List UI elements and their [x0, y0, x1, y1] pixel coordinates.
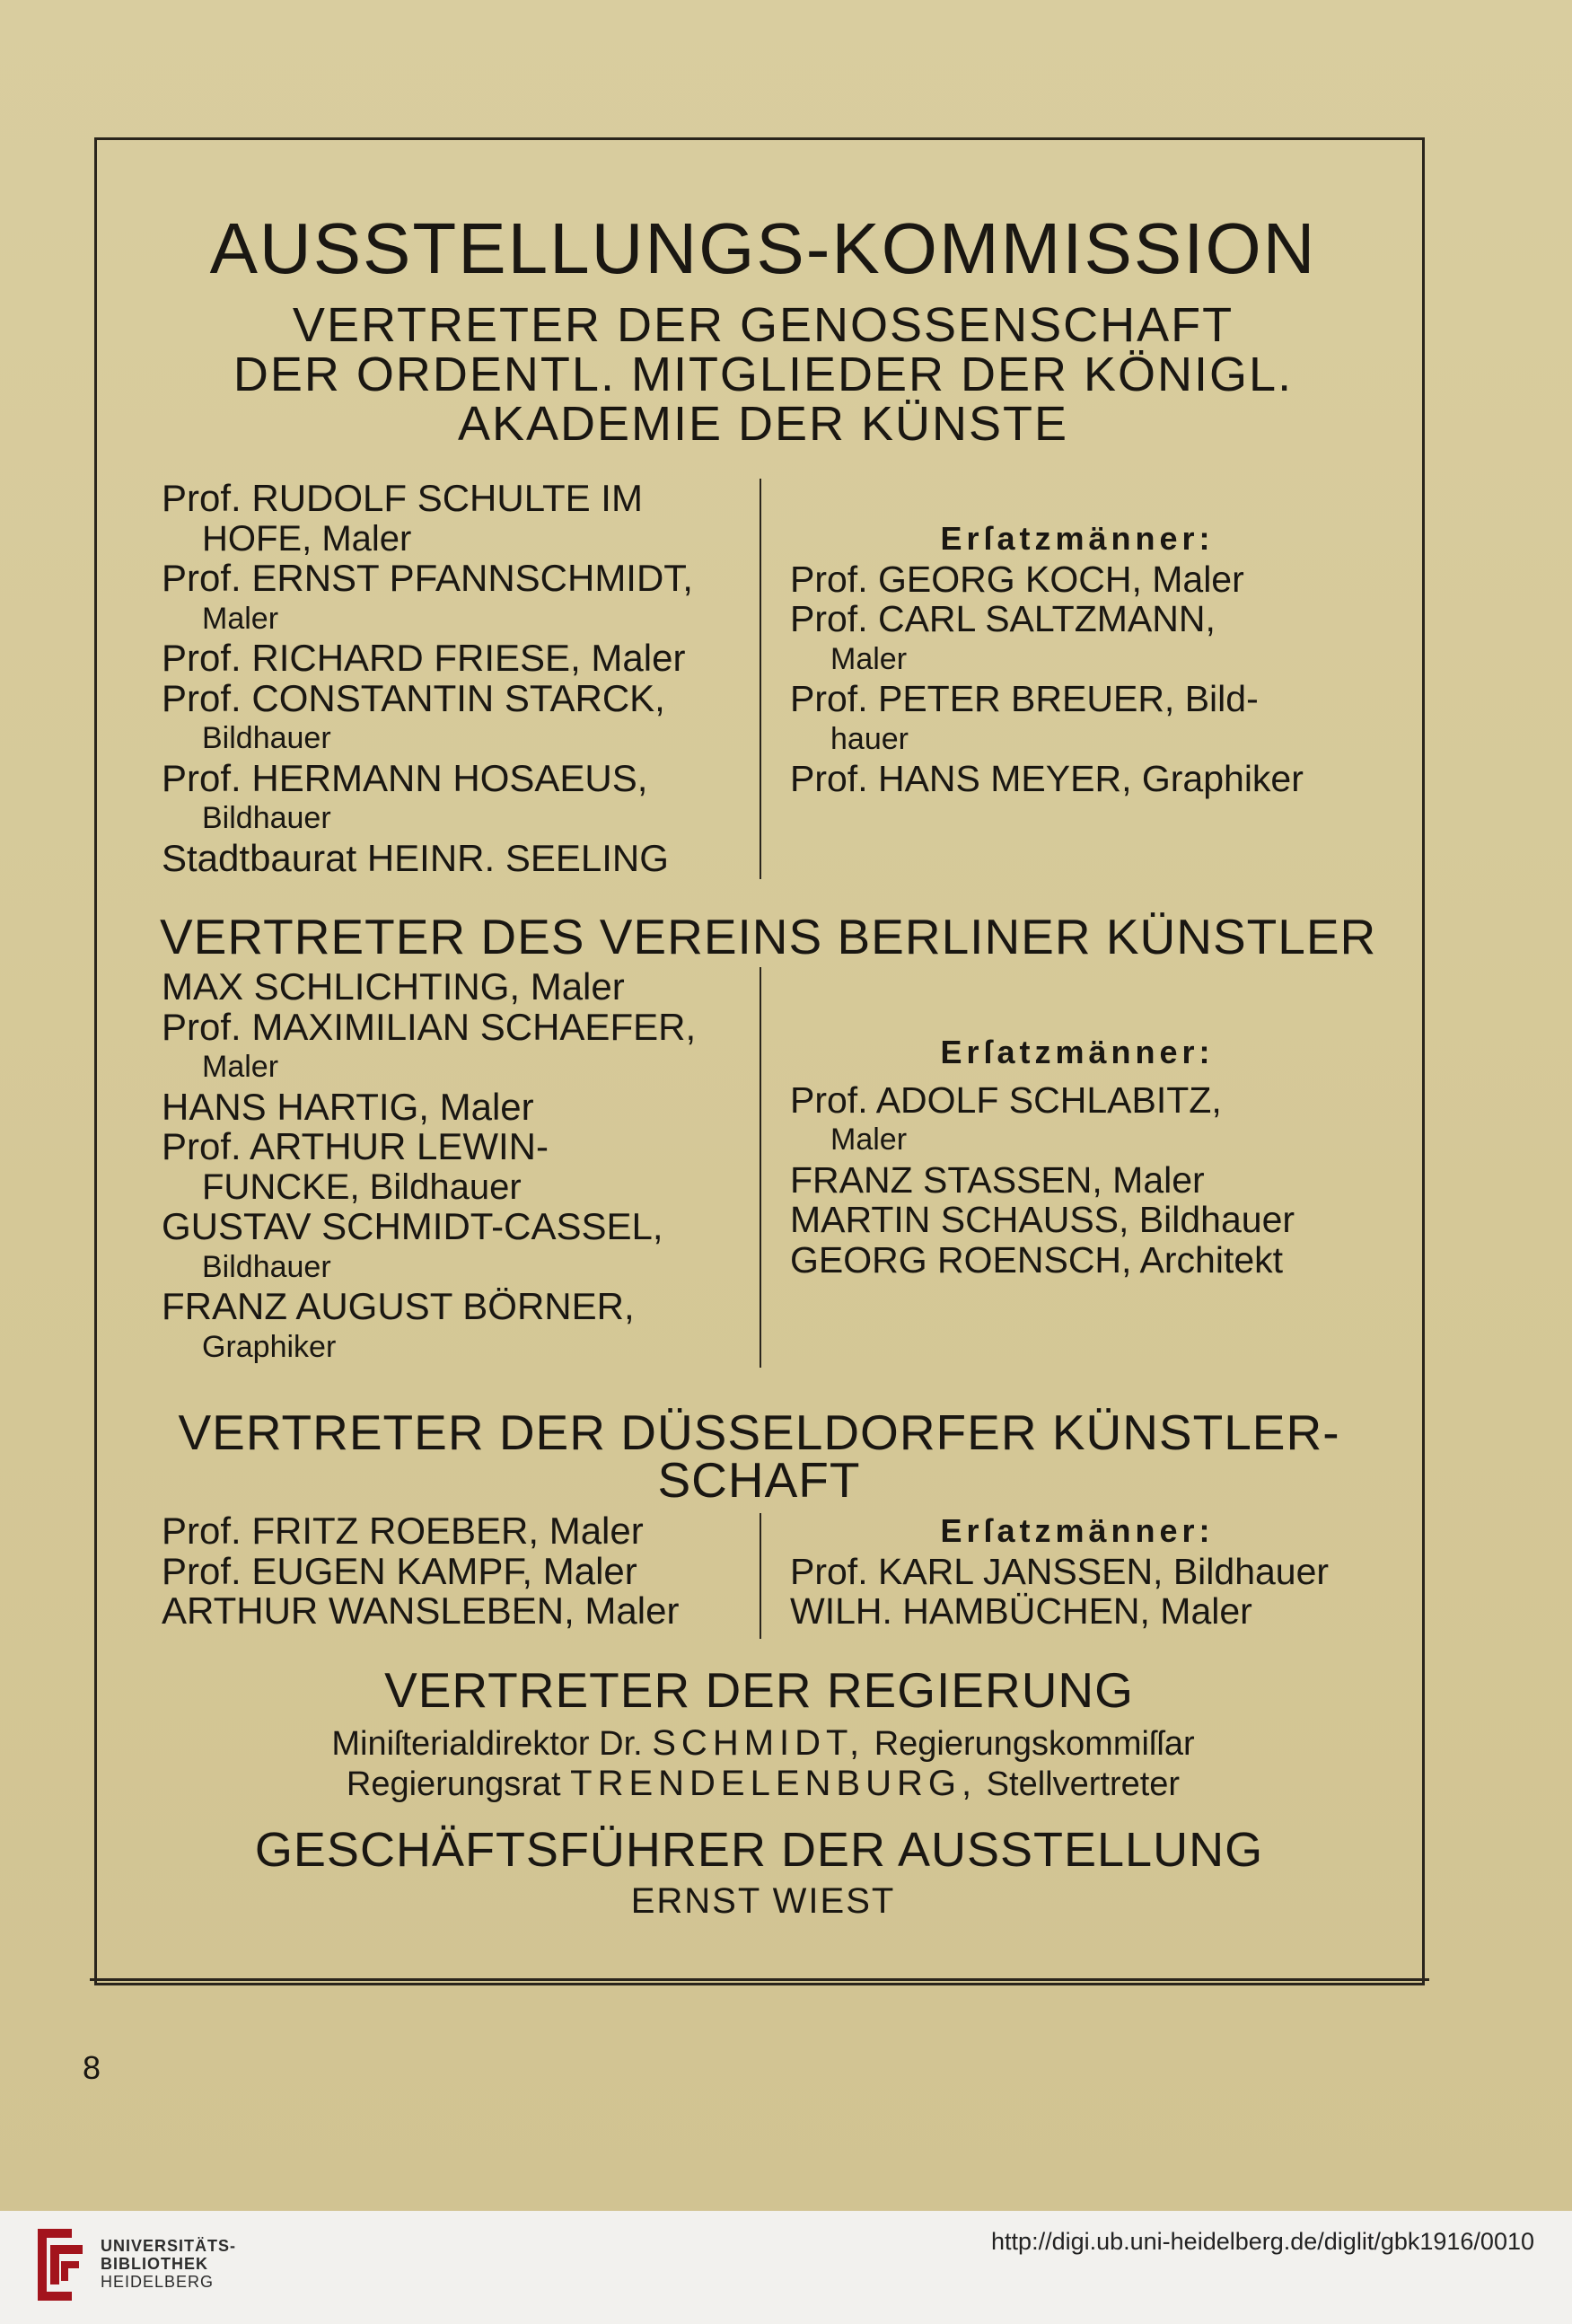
managing-director-name: ERNST WIEST: [630, 1881, 896, 1921]
section2-left-column: [162, 967, 696, 1367]
member-line: Prof. ADOLF SCHLABITZ,: [790, 1078, 1222, 1121]
member-line: Maler: [830, 1122, 908, 1157]
member-line: Prof. KARL JANSSEN, Bildhauer: [790, 1550, 1330, 1592]
section3-column-divider: [760, 1513, 761, 1639]
government-line-1: [135, 1723, 1392, 1765]
member-line: GEORG ROENSCH, Architekt: [790, 1238, 1284, 1281]
section1-column-divider: [760, 479, 761, 879]
member-line: FUNCKE, Bildhauer: [202, 1166, 522, 1207]
gov-role: Stellvertreter: [986, 1765, 1181, 1803]
library-logo-icon: [34, 2225, 86, 2304]
member-line: Prof. ERNST PFANNSCHMIDT,: [162, 557, 693, 599]
member-line: ARTHUR WANSLEBEN, Maler: [162, 1589, 680, 1632]
logo-line: UNIVERSITÄTS-: [101, 2237, 237, 2255]
member-line: Prof. RUDOLF SCHULTE IM: [162, 477, 643, 519]
member-line: MARTIN SCHAUSS, Bildhauer: [790, 1199, 1295, 1240]
member-line: Prof. ARTHUR LEWIN-: [162, 1125, 549, 1167]
member-line: Prof. PETER BREUER, Bild-: [790, 678, 1259, 719]
section4-heading: VERTRETER DER REGIERUNG: [384, 1662, 1134, 1718]
member-line: Prof. HANS MEYER, Graphiker: [790, 758, 1304, 799]
section5-heading: GESCHÄFTSFÜHRER DER AUSSTELLUNG: [254, 1823, 1264, 1877]
section1-heading-line-2: DER ORDENTL. MITGLIEDER DER KÖNIGL.: [233, 348, 1294, 401]
substitutes-heading: Erſatzmänner:: [940, 520, 1215, 557]
logo-line: BIBLIOTHEK: [101, 2255, 208, 2273]
member-line: Maler: [202, 1050, 279, 1084]
member-line: Prof. CARL SALTZMANN,: [790, 598, 1216, 639]
main-title: AUSSTELLUNGS-KOMMISSION: [209, 208, 1317, 288]
member-line: Prof. RICHARD FRIESE, Maler: [162, 637, 686, 679]
library-logo-text: [101, 2237, 236, 2291]
gov-name: TRENDELENBURG,: [570, 1764, 978, 1803]
page-border-bottom-rule: [90, 1978, 1429, 1981]
source-url-link[interactable]: http://digi.ub.uni-heidelberg.de/diglit/gbk1916/0010: [991, 2228, 1534, 2255]
substitutes-heading: Erſatzmänner:: [940, 1034, 1215, 1070]
member-line: Maler: [202, 601, 279, 636]
member-line: HANS HARTIG, Maler: [162, 1085, 534, 1128]
member-line: Bildhauer: [202, 721, 331, 755]
gov-title: Regierungsrat: [346, 1765, 561, 1803]
section2-heading: VERTRETER DES VEREINS BERLINER KÜNSTLER: [160, 909, 1377, 964]
section3-right-column: [790, 1511, 1365, 1632]
gov-name: SCHMIDT,: [652, 1723, 865, 1763]
member-line: HOFE, Maler: [202, 518, 412, 559]
section2-right-column: [790, 1033, 1365, 1280]
section1-right-column: [790, 519, 1365, 799]
gov-title: Miniſterialdirektor Dr.: [331, 1725, 643, 1763]
member-line: MAX SCHLICHTING, Maler: [162, 965, 625, 1008]
section1-heading-line-3: AKADEMIE DER KÜNSTE: [457, 397, 1069, 451]
member-line: Bildhauer: [202, 801, 331, 835]
member-line: Prof. FRITZ ROEBER, Maler: [162, 1510, 644, 1552]
member-line: FRANZ STASSEN, Maler: [790, 1158, 1205, 1201]
member-line: Prof. CONSTANTIN STARCK,: [162, 676, 665, 719]
section2-column-divider: [760, 967, 761, 1368]
member-line: Stadtbaurat HEINR. SEELING: [162, 836, 669, 879]
logo-line: HEIDELBERG: [101, 2273, 215, 2291]
section1-left-column: [162, 479, 693, 878]
page-number: 8: [83, 2049, 101, 2086]
government-line-2: [135, 1764, 1392, 1805]
member-line: Prof. MAXIMILIAN SCHAEFER,: [162, 1005, 697, 1048]
section3-heading-line-1: VERTRETER DER DÜSSELDORFER KÜNSTLER-: [178, 1404, 1340, 1460]
member-line: Prof. EUGEN KAMPF, Maler: [162, 1549, 637, 1592]
member-line: WILH. HAMBÜCHEN, Maler: [790, 1590, 1252, 1632]
section3-left-column: [162, 1511, 679, 1632]
member-line: Bildhauer: [202, 1249, 331, 1284]
member-line: Maler: [830, 641, 908, 676]
member-line: GUSTAV SCHMIDT-CASSEL,: [162, 1205, 663, 1247]
member-line: FRANZ AUGUST BÖRNER,: [162, 1285, 635, 1327]
section1-heading-line-1: VERTRETER DER GENOSSENSCHAFT: [292, 298, 1234, 352]
section3-heading-line-2: SCHAFT: [657, 1452, 861, 1508]
gov-role: Regierungskommiſſar: [874, 1725, 1195, 1763]
member-line: Prof. GEORG KOCH, Maler: [790, 558, 1244, 600]
substitutes-heading: Erſatzmänner:: [940, 1512, 1215, 1549]
member-line: hauer: [830, 721, 909, 756]
member-line: Graphiker: [202, 1329, 337, 1364]
member-line: Prof. HERMANN HOSAEUS,: [162, 756, 648, 799]
